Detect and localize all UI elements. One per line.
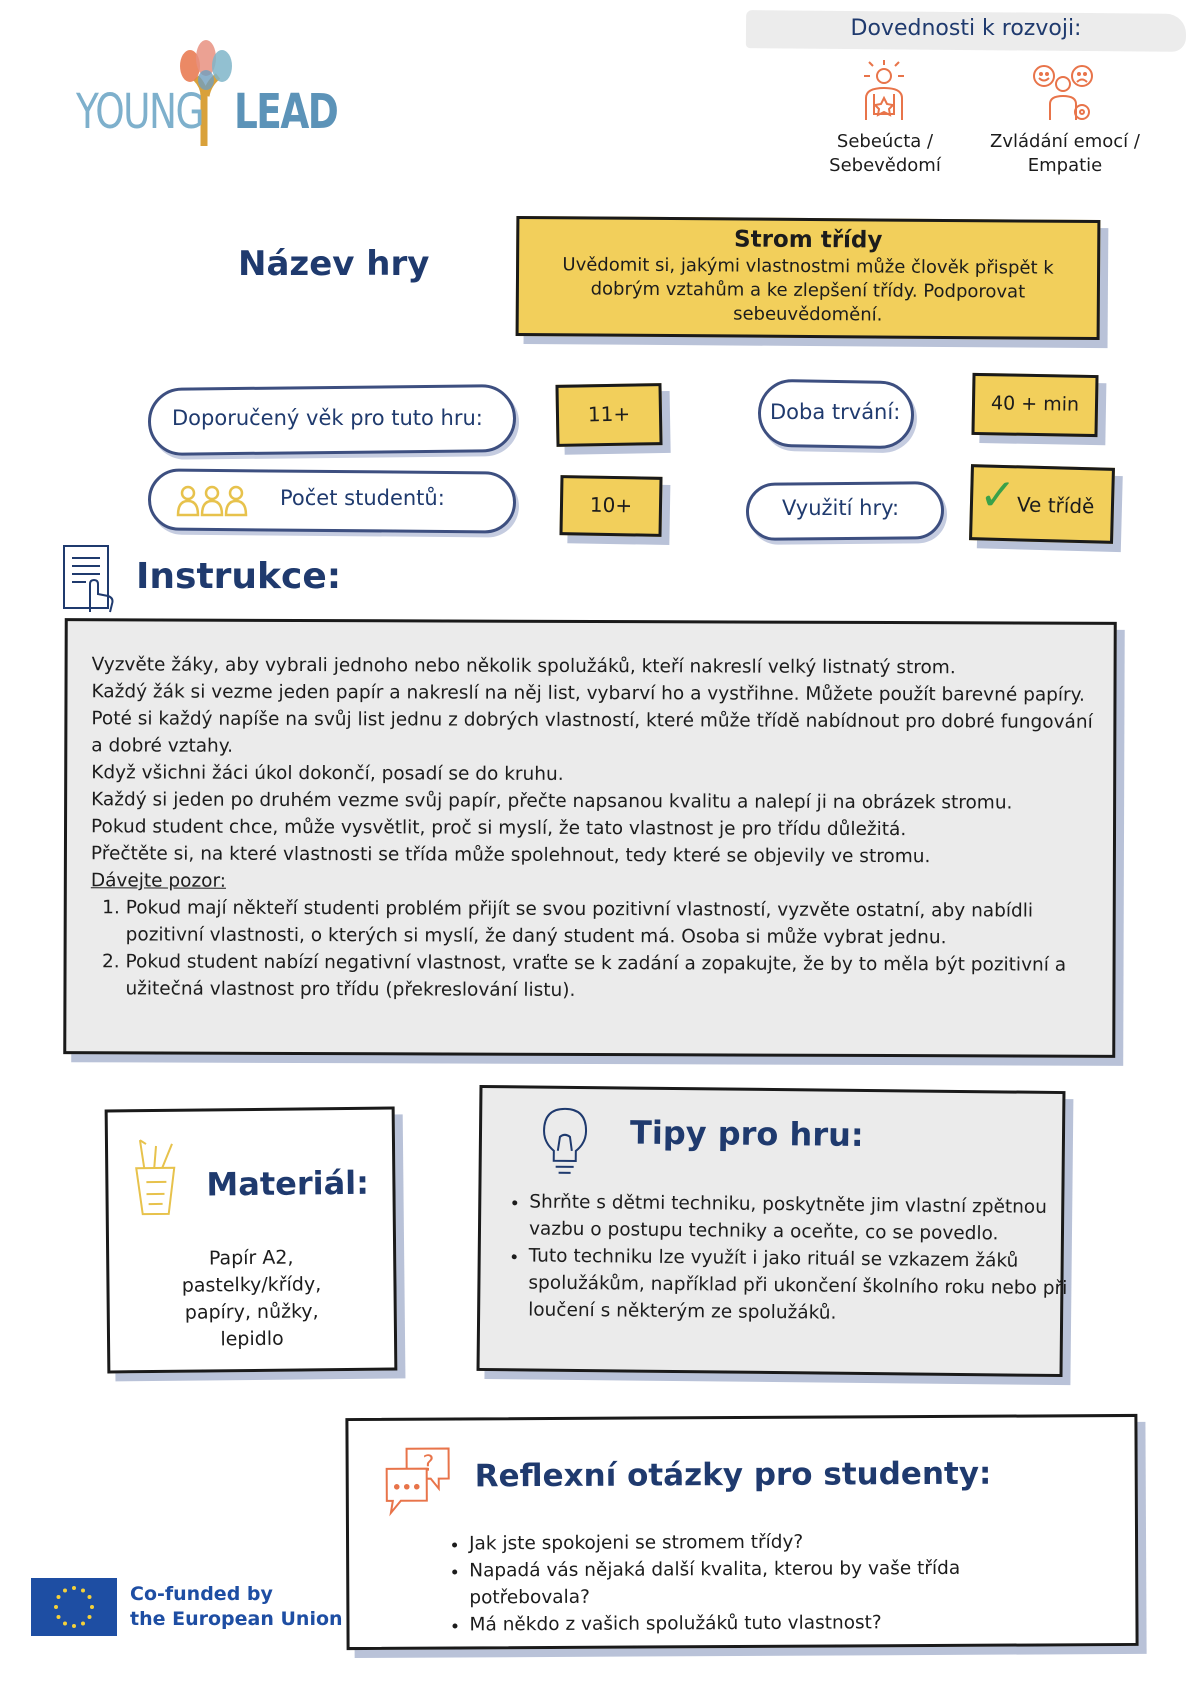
material-title: Materiál: [206,1163,370,1204]
attention-note: 1. Pokud mají někteří studenti problém přijít se svou pozitivní vlastností, vyzvěte ostatní, aby nabídli pozitivní vlastnosti, o kterých si myslí, že daný student má. Osoba si může vybrat jednu. [126,894,1095,951]
usage-value-box [969,464,1115,544]
people-icon [176,483,248,517]
eu-flag-icon [31,1578,117,1636]
instructions-icon [62,544,118,614]
instructions-title: Instrukce: [136,556,342,597]
game-title: Strom třídy [733,226,883,254]
skill-label-emotions: Zvládání emocí / Empatie [990,131,1140,176]
usage-label: Využití hry: [782,496,900,520]
tips-box [477,1085,1066,1377]
instruction-paragraph: Přečtěte si, na které vlastnosti se třída může spolehnout, tedy které se objevily ve stromu. [90,843,931,868]
speech-bubbles-icon [383,1445,453,1517]
duration-value-box [971,373,1098,437]
skill-label-self-esteem: Sebeúcta / Sebevědomí [829,131,941,176]
age-value: 11+ [587,401,631,427]
students-value-box [559,475,662,537]
attention-notes [90,894,1094,1006]
tip-item: • Shrňte s dětmi techniku, poskytněte jim vlastní zpětnou vazbu o postupu techniky a oceňte, co se povedlo. [529,1188,1070,1248]
self-esteem-icon [858,58,910,124]
reflection-question: • Napadá vás nějaká další kvalita, kterou by vaše třída potřebovala? [469,1554,1069,1611]
pencil-cup-icon [132,1138,179,1216]
reflection-question: • Má někdo z vašich spolužáků tuto vlastnost? [469,1608,1069,1638]
instruction-paragraph: Poté si každý napíše na svůj list jednu z dobrých vlastností, které může třídě nabídnout pro dobré fungování a dobré vztahy. [91,708,1093,757]
emotions-icon [1030,62,1096,124]
eu-cofunded-text: Co-funded by the European Union [130,1583,343,1630]
material-list: Papír A2, pastelky/křídy, papíry, nůžky, lepidlo [181,1246,322,1351]
reflection-question: • Jak jste spokojeni se stromem třídy? [469,1527,1069,1557]
age-label: Doporučený věk pro tuto hru: [172,406,483,430]
attention-note: 2. Pokud student nabízí negativní vlastnost, vraťte se k zadání a zopakujte, že by to měla být pozitivní a užitečná vlastnost pro třídu (překreslování listu). [125,948,1094,1005]
tips-title: Tipy pro hru: [629,1113,864,1154]
check-icon: ✓ [978,469,1017,522]
game-goal: Uvědomit si, jakými vlastnostmi může člověk přispět k dobrým vztahům a ke zlepšení třídy. Podporovat sebeuvědomění. [562,254,1054,326]
instructions-box [63,618,1117,1058]
logo-word-young: YOUNG [76,84,203,140]
instruction-paragraph: Když všichni žáci úkol dokončí, posadí se do kruhu. [91,762,564,785]
reflection-box [345,1414,1138,1650]
game-title-box [516,216,1101,340]
age-value-box [555,383,662,447]
instruction-paragraph: Vyzvěte žáky, aby vybrali jednoho nebo několik spolužáků, kteří nakreslí velký listnatý strom. [91,654,956,679]
usage-value: Ve třídě [1016,492,1095,519]
logo-word-lead: LEAD [234,84,338,140]
instruction-paragraph: Každý si jeden po druhém vezme svůj papír, přečte napsanou kvalitu a nalepí ji na obrázek stromu. [91,789,1013,814]
tips-list [502,1188,1069,1329]
skills-title: Dovednosti k rozvoji: [850,16,1082,41]
tip-item: • Tuto techniku lze využít i jako rituál se vzkazem žáků spolužákům, například při ukončení školního roku nebo při loučení s některým ze spolužáků. [528,1242,1069,1329]
attention-label: Dávejte pozor: [90,870,227,892]
young-lead-logo [76,36,338,146]
students-value: 10+ [589,492,633,518]
lightbulb-icon [540,1105,591,1176]
students-label: Počet studentů: [280,486,445,510]
duration-value: 40 + min [990,392,1080,416]
reflection-title: Reflexní otázky pro studenty: [474,1455,992,1495]
game-name-label: Název hry [238,244,430,284]
reflection-list [443,1527,1070,1638]
material-box [105,1106,398,1373]
instruction-paragraph: Pokud student chce, může vysvětlit, proč si myslí, že tato vlastnost je pro třídu důležitá. [90,816,907,841]
duration-label: Doba trvání: [770,400,901,424]
svg-text:?: ? [422,1451,435,1477]
instruction-paragraph: Každý žák si vezme jeden papír a nakreslí na něj list, vybarví ho a vystřihne. Můžete použít barevné papíry. [91,681,1085,706]
